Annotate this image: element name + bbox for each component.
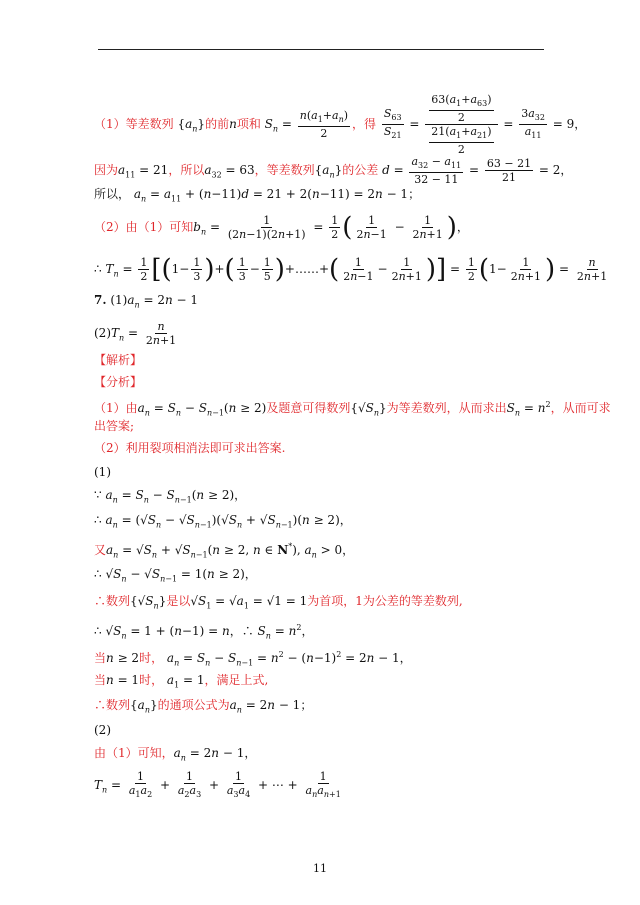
text: 是以 (166, 594, 191, 608)
step-8: 当n = 1时， $a_1 = 1$，满足上式, (94, 673, 269, 690)
text: （1）等差数列 (94, 117, 174, 132)
step-9: ∴数列$\{a_n\}$的通项公式为$a_n = 2n - 1$； (94, 698, 313, 715)
text: 时， (139, 651, 164, 665)
step-10: 由（1）可知，$a_n = 2n - 1$， (94, 746, 257, 763)
jiexi-tag: 【解析】 (94, 353, 143, 367)
step-4: ∴ $√S_n - √S_{n-1} = 1(n \ge 2)$， (94, 567, 257, 584)
analysis-1-cont: 出答案; (94, 419, 135, 433)
text: n (229, 117, 237, 132)
text: （2）由（1）可知 (94, 220, 194, 234)
text: 由（1）可知， (94, 746, 174, 760)
text: 为等差数列，从而求出 (386, 401, 507, 415)
line-3: 所以， $a_n = a_{11} + (n-11)d = 21 + 2(n-11) = 2n - 1$； (94, 187, 421, 204)
text: 的通项公式为 (157, 698, 230, 712)
text: ，所以 (168, 163, 205, 178)
text: 又 (94, 543, 107, 557)
text: (2) (94, 326, 111, 340)
text: ，等差数列 (254, 163, 315, 178)
step-2: ∴ $a_n = (√S_n - √S_{n-1})(√S_n + √S_{n-1})(n \ge 2)$， (94, 513, 352, 530)
text: ，从而可求 (550, 401, 611, 415)
text: 为首项，1为公差的等差数列, (307, 594, 463, 608)
text: (1) (110, 293, 128, 307)
text: 的公差 (342, 163, 379, 178)
text: ，满足上式, (204, 673, 269, 687)
text: 的前 (205, 117, 230, 132)
text: 时， (139, 673, 164, 687)
text: ∴数列 (94, 698, 131, 712)
text: ∴数列 (94, 594, 131, 608)
step-6: ∴ $√S_n = 1 + (n-1) = n$，∴ $S_n = n^2$， (94, 623, 314, 641)
q7-answer-1: 7. $(1)a_n = 2n - 1$ (94, 293, 199, 310)
step-3: 又$a_n = √S_n + √S_{n-1}(n \ge 2$, n ∈ N*), $a_n > 0$， (94, 542, 355, 560)
text: 所以， (94, 187, 131, 201)
line-2: 因为$a_{11} = 21$，所以$a_{32} = 63$，等差数列$\{a_n\}$的公差 d = $\frac{a_{32} - a_{11}}{32 - 11}$ = $\frac{63 - 21}{21}$ = 2， (94, 155, 573, 187)
step-1: ∵ $a_n = S_n - S_{n-1}(n \ge 2)$， (94, 488, 247, 505)
line-1: （1）等差数列 $\{a_n\}$的前n项和 $S_n$ = $\frac{n(a_1+a_n)}{2}$ ，得 $\frac{S_{63}}{S_{21}}$ = $\frac{\frac{63(a_1+a_{63})}{2}}{\frac{21(a_1+a_{21})}{2}}$ = $\frac{3a_{32}}{a_{11}}$ = 9， (94, 93, 587, 157)
q7-answer-2: $(2)T_n$ = $\frac{n}{2n+1}$ (94, 320, 177, 347)
header-rule (98, 49, 544, 50)
step-5: ∴数列$\{√S_n\}$是以$√S_1 = √a_1 = √1 = 1$为首项，1为公差的等差数列, (94, 594, 463, 611)
text: 及题意可得数列 (266, 401, 351, 415)
line-5: ∴ $T_n$ = $\frac{1}{2}$ [(1− $\frac{1}{3}$ )+( $\frac{1}{3}$ − $\frac{1}{5}$ )+……+( $\frac{1}{2n-1}$ − $\frac{1}{2n+1}$ )] = $\frac{1}{2}$ (1− $\frac{1}{2n+1}$ ) = $\frac{n}{2n+1}$ (94, 254, 608, 285)
step-11: $T_n$ = $\frac{1}{a_1a_2}$ + $\frac{1}{a_2a_3}$ + $\frac{1}{a_3a_4}$ + ⋯ + $\frac{1}{a_na_{n+1}}$ (94, 770, 341, 800)
text: ，得 (352, 117, 377, 132)
text: 项和 (236, 117, 261, 132)
step-7: 当n ≥ 2时， $a_n = S_n - S_{n-1} = n^2 - (n-1)^2 = 2n - 1$， (94, 650, 412, 668)
part-2-label: (2) (94, 723, 111, 737)
text: 当 (94, 651, 107, 665)
text: 7. (94, 293, 107, 307)
text: 当 (94, 673, 107, 687)
fenxi-tag: 【分析】 (94, 375, 143, 389)
analysis-1: （1）由$a_n = S_n - S_{n-1}(n \ge 2)$及题意可得数列$\{√S_n\}$为等差数列，从而求出$S_n = n^2$，从而可求 (94, 400, 611, 418)
analysis-2: （2）利用裂项相消法即可求出答案. (94, 441, 286, 455)
page-number: 11 (313, 862, 327, 875)
part-1-label: (1) (94, 465, 111, 479)
text: 因为 (94, 163, 119, 178)
line-4: （2）由（1）可知$b_n$ = $\frac{1}{(2n-1)(2n+1)}$ = $\frac{1}{2}$ ( $\frac{1}{2n-1}$ − $\frac{1}{2n+1}$ )， (94, 212, 469, 243)
text: （1）由 (94, 401, 138, 415)
